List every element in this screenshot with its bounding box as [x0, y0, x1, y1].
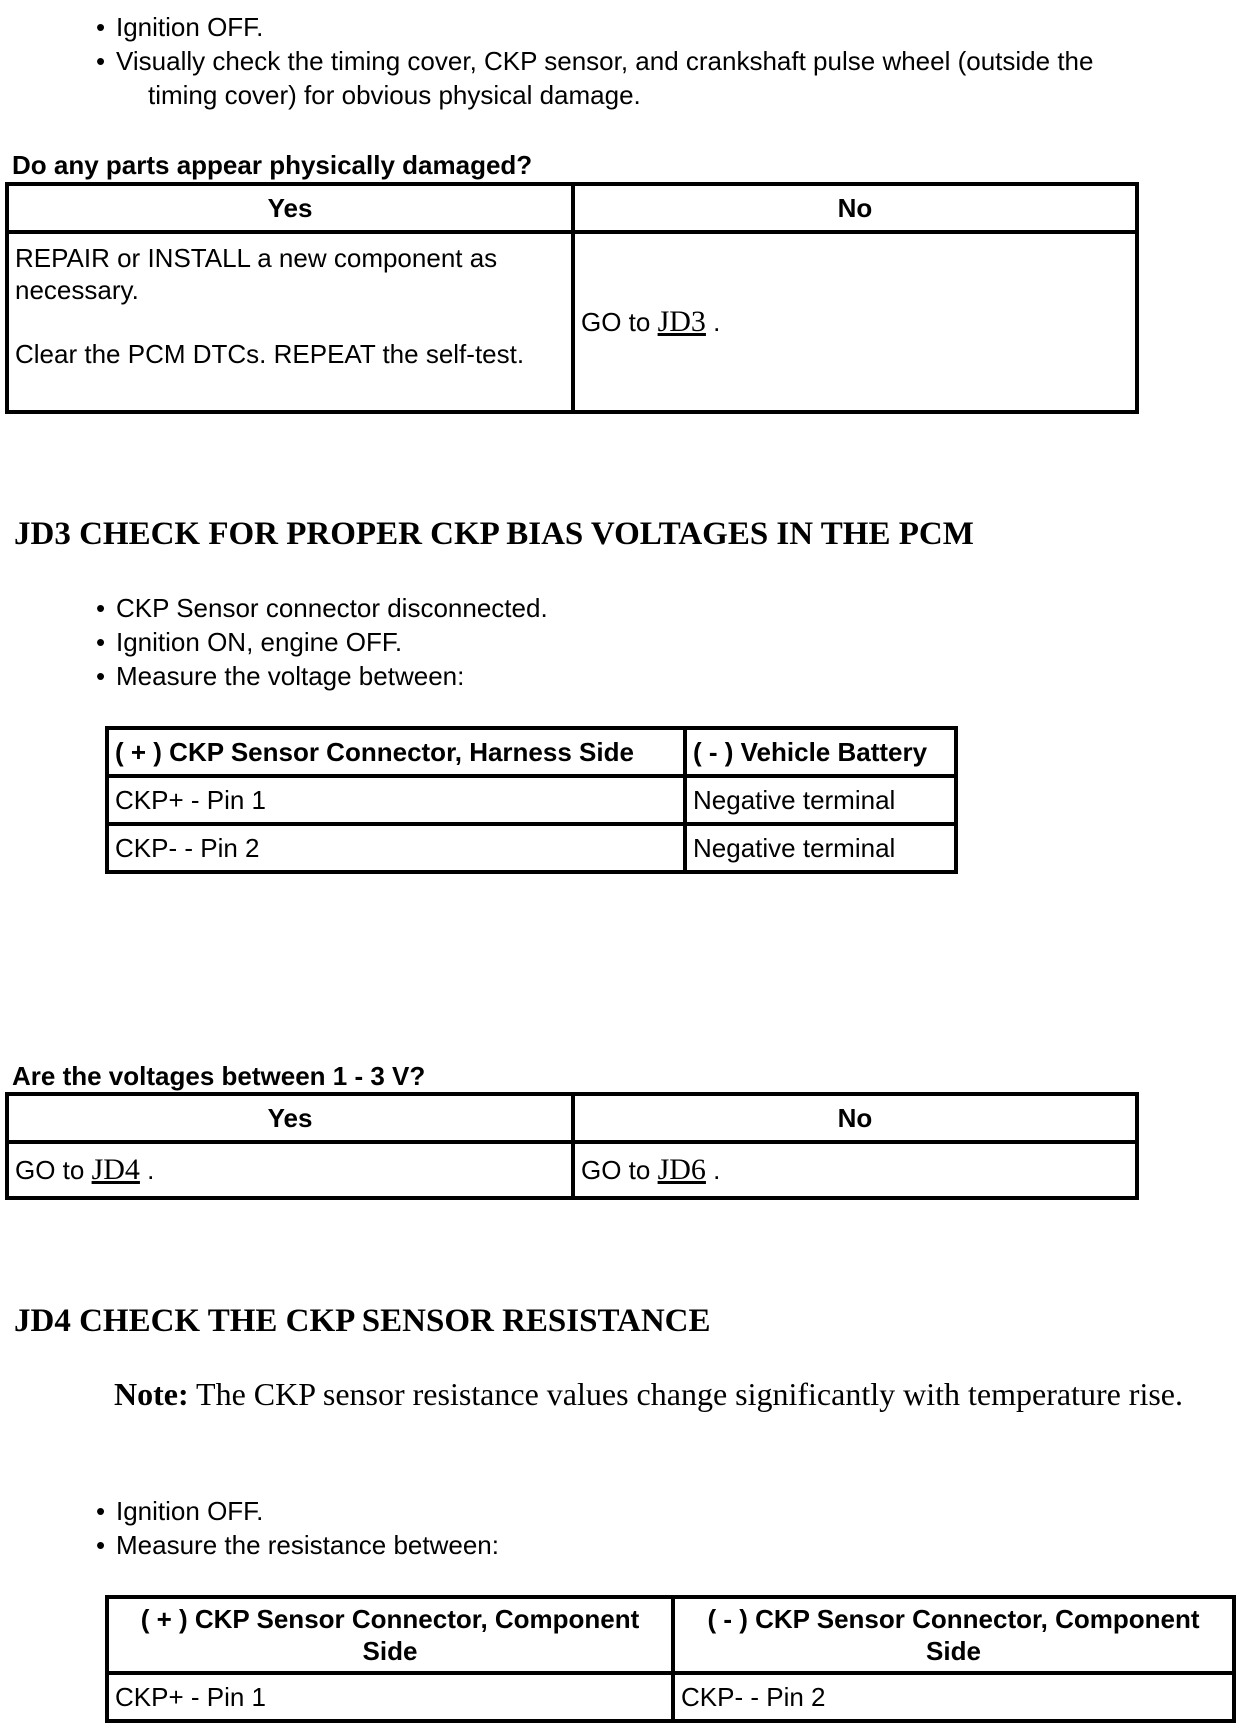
- bullet-item: • Visually check the timing cover, CKP sensor, and crankshaft pulse wheel (outside the timing cover) for obvious physical damage.: [96, 44, 1196, 112]
- table-header: ( + ) CKP Sensor Connector, Component Side: [107, 1597, 673, 1673]
- bullet-item: • Ignition ON, engine OFF.: [96, 625, 996, 659]
- no-action-cell: GO to JD3 .: [573, 232, 1137, 412]
- table-row: [107, 1673, 1234, 1721]
- yes-action-text: REPAIR or INSTALL a new component as necessary.: [15, 243, 498, 305]
- table-row: [107, 824, 956, 872]
- no-header: No: [573, 184, 1137, 232]
- yes-header: Yes: [7, 1094, 573, 1142]
- yes-action-cell: [7, 232, 573, 412]
- section-heading-jd4: JD4 CHECK THE CKP SENSOR RESISTANCE: [14, 1303, 711, 1339]
- table-row: [107, 776, 956, 824]
- table-header: ( - ) Vehicle Battery: [685, 728, 956, 776]
- yes-header: Yes: [7, 184, 573, 232]
- note-label: Note:: [114, 1376, 189, 1412]
- jd4-bullet-list: [96, 1494, 996, 1562]
- jd3-bullet-list: [96, 591, 996, 693]
- table-header: ( + ) CKP Sensor Connector, Harness Side: [107, 728, 685, 776]
- section-heading-jd3: JD3 CHECK FOR PROPER CKP BIAS VOLTAGES IN THE PCM: [14, 516, 974, 552]
- bullet-item: • Measure the resistance between:: [96, 1528, 996, 1562]
- bullet-item: • CKP Sensor connector disconnected.: [96, 591, 996, 625]
- table-cell: CKP- - Pin 2: [107, 824, 685, 872]
- yes-action-cell: GO to JD4 .: [7, 1142, 573, 1198]
- bullet-item: • Ignition OFF.: [96, 1494, 996, 1528]
- table-cell: Negative terminal: [685, 776, 956, 824]
- bullet-item: • Measure the voltage between:: [96, 659, 996, 693]
- question-damaged: Do any parts appear physically damaged?: [12, 150, 533, 180]
- link-jd3[interactable]: JD3: [657, 305, 706, 338]
- yes-action-text: Clear the PCM DTCs. REPEAT the self-test.: [15, 339, 525, 369]
- resistance-measurement-table: [105, 1595, 1236, 1723]
- table-header: ( - ) CKP Sensor Connector, Component Side: [673, 1597, 1234, 1673]
- voltage-decision-table: [5, 1092, 1139, 1200]
- note-text: Note: The CKP sensor resistance values change significantly with temperature rise.: [114, 1376, 1183, 1412]
- voltage-measurement-table: [105, 726, 958, 874]
- table-cell: CKP+ - Pin 1: [107, 1673, 673, 1721]
- table-cell: CKP+ - Pin 1: [107, 776, 685, 824]
- no-header: No: [573, 1094, 1137, 1142]
- link-jd4[interactable]: JD4: [91, 1153, 140, 1186]
- table-cell: Negative terminal: [685, 824, 956, 872]
- table-cell: CKP- - Pin 2: [673, 1673, 1234, 1721]
- no-action-cell: GO to JD6 .: [573, 1142, 1137, 1198]
- link-jd6[interactable]: JD6: [657, 1153, 706, 1186]
- question-voltage-range: Are the voltages between 1 - 3 V?: [12, 1061, 426, 1091]
- bullet-item: • Ignition OFF.: [96, 10, 1196, 44]
- damage-decision-table: [5, 182, 1139, 414]
- intro-bullet-list: [96, 10, 1196, 112]
